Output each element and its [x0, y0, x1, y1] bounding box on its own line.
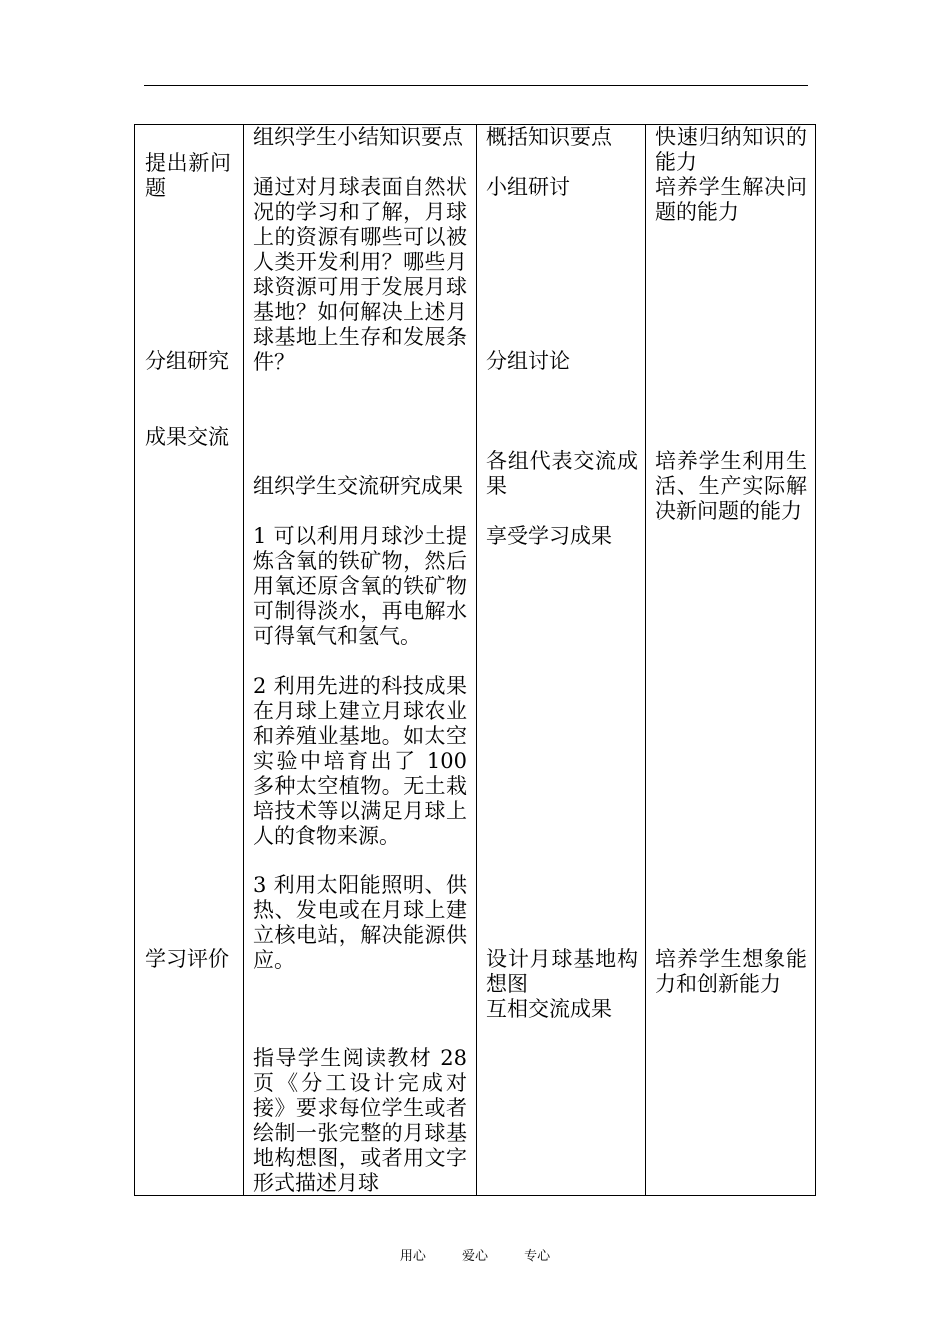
student-summarize: 概括知识要点: [486, 125, 612, 149]
intent-problem-solving: 培养学生解决问题的能力: [655, 175, 807, 224]
column-divider-3: [645, 125, 646, 1195]
table-corner-mark: [134, 124, 144, 125]
lesson-table: [134, 124, 816, 1196]
footer-word-3: 专心: [524, 1249, 551, 1264]
student-enjoy-results: 享受学习成果: [486, 524, 612, 548]
student-group-study: 小组研讨: [486, 175, 570, 199]
stage-result-exchange: 成果交流: [145, 425, 229, 449]
stage-raise-question: 提出新问题: [145, 151, 231, 200]
teacher-result-2: 2 利用先进的科技成果在月球上建立月球农业和养殖业基地。如太空实验中培育出了 100 多种太空植物。无土栽培技术等以满足月球上人的食物来源。: [253, 674, 467, 848]
stage-evaluation: 学习评价: [145, 947, 229, 971]
teacher-guide-reading: 指导学生阅读教材 28 页《分工设计完成对接》要求每位学生或者绘制一张完整的月球基地构想图，或者用文字形式描述月球: [253, 1046, 467, 1195]
teacher-organize-exchange: 组织学生交流研究成果: [253, 474, 463, 498]
stage-group-research: 分组研究: [145, 349, 229, 373]
student-exchange: 互相交流成果: [486, 997, 612, 1021]
intent-imagination: 培养学生想象能力和创新能力: [655, 947, 807, 996]
intent-apply-life: 培养学生利用生活、生产实际解决新问题的能力: [655, 449, 807, 523]
teacher-result-1: 1 可以利用月球沙土提炼含氧的铁矿物，然后用氧还原含氧的铁矿物可制得淡水，再电解水可得氧气和氢气。: [253, 524, 467, 648]
teacher-result-3: 3 利用太阳能照明、供热、发电或在月球上建立核电站，解决能源供应。: [253, 873, 467, 972]
footer-word-2: 爱心: [461, 1249, 488, 1264]
footer-word-1: 用心: [399, 1249, 426, 1264]
teacher-summary: 组织学生小结知识要点: [253, 125, 463, 149]
column-divider-2: [476, 125, 477, 1195]
student-group-discuss: 分组讨论: [486, 349, 570, 373]
intent-induction: 快速归纳知识的能力: [655, 125, 807, 174]
teacher-question: 通过对月球表面自然状况的学习和了解，月球上的资源有哪些可以被人类开发利用？哪些月球资源可用于发展月球基地？如何解决上述月球基地上生存和发展条件？: [253, 175, 467, 374]
column-divider-1: [243, 125, 244, 1195]
header-rule: [144, 85, 808, 86]
student-representatives: 各组代表交流成果: [486, 449, 638, 498]
page-footer: [0, 1248, 950, 1266]
student-design-base: 设计月球基地构想图: [486, 947, 638, 996]
